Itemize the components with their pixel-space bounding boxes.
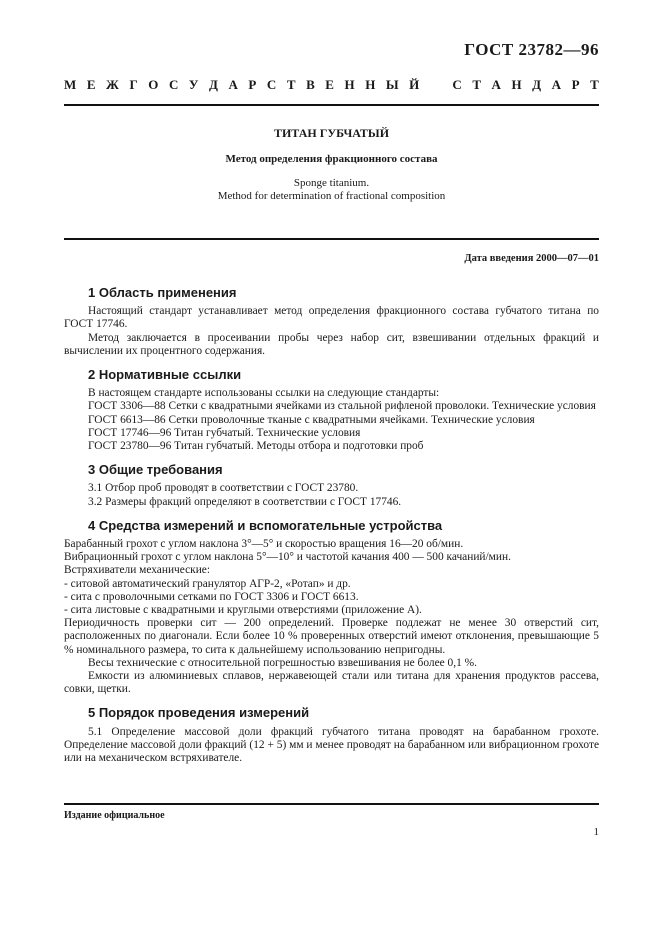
banner-letter: Р [571, 77, 580, 92]
section-measurement-procedure [64, 706, 599, 765]
footer-rule [64, 803, 599, 805]
paragraph: В настоящем стандарте использованы ссылки на следующие стандарты: [88, 387, 440, 400]
section-general-requirements [64, 463, 599, 509]
banner-letter: Е [86, 77, 96, 92]
banner-letter: Т [286, 77, 296, 92]
paragraph: 3.1 Отбор проб проводят в соответствии с ГОСТ 23780. [88, 482, 359, 495]
section-heading: 2 Нормативные ссылки [88, 367, 242, 383]
reference-item: ГОСТ 17746—96 Титан губчатый. Технические условия [88, 426, 361, 439]
reference-item: ГОСТ 6613—86 Сетки проволочные тканые с квадратными ячейками. Технические условия [88, 413, 535, 426]
banner-letter: Р [248, 77, 257, 92]
english-subtitle: Method for determination of fractional composition [217, 190, 446, 202]
paragraph: Вибрационный грохот с углом наклона 5°—10° и частотой качания 400 — 500 качаний/мин. [64, 551, 511, 564]
title-rule [64, 238, 599, 240]
document-subtitle: Метод определения фракционного состава [225, 153, 438, 165]
banner-letter: Т [472, 77, 481, 92]
paragraph: Периодичность проверки сит — 200 определений. Проверке подлежат не менее 30 отверстий сит, расположенных по диагонали. Если более 10 % проверенных отверстий имеют отклонения, превышающие 5 % номинального размера, то сита к дальнейшему использованию непригодны. [64, 617, 599, 656]
banner-letter: Ы [385, 77, 399, 92]
list-item: - ситовой автоматический гранулятор АГР-2, «Ротап» и др. [64, 577, 351, 590]
banner-letter: С [168, 77, 179, 92]
banner-letter: А [228, 77, 238, 92]
banner-letter: Ж [106, 77, 119, 92]
list-item: - сита листовые с квадратными и круглыми отверстиями (приложение А). [64, 604, 422, 617]
banner-letter: Н [365, 77, 376, 92]
banner-letter: Г [129, 77, 138, 92]
list-item: - сита с проволочными сетками по ГОСТ 3306 и ГОСТ 6613. [64, 590, 359, 603]
banner-letter: У [188, 77, 199, 92]
banner-letter: А [491, 77, 501, 92]
section-heading: 4 Средства измерений и вспомогательные устройства [88, 517, 443, 533]
paragraph: Емкости из алюминиевых сплавов, нержавеющей стали или титана для хранения продуктов рассева, совки, щетки. [64, 670, 599, 696]
official-edition-label: Издание официальное [64, 810, 165, 821]
paragraph: Барабанный грохот с углом наклона 3°—5° и скоростью вращения 16—20 об/мин. [64, 538, 464, 551]
paragraph: 3.2 Размеры фракций определяют в соответствии с ГОСТ 17746. [88, 495, 402, 508]
section-scope [64, 286, 599, 358]
banner-letter: Н [511, 77, 522, 92]
top-rule [64, 104, 599, 106]
banner-letter: С [452, 77, 462, 92]
banner-letter: Н [344, 77, 355, 92]
page-number: 1 [593, 826, 599, 838]
banner-letter: Т [590, 77, 599, 92]
section-heading: 3 Общие требования [88, 462, 223, 478]
banner-letter: А [551, 77, 562, 92]
document-title: ТИТАН ГУБЧАТЫЙ [273, 126, 390, 140]
gost-number: ГОСТ 23782—96 [464, 40, 599, 59]
banner-letter: О [148, 77, 159, 92]
section-normative-references [64, 368, 599, 453]
banner-letter: Е [325, 77, 334, 92]
paragraph: Настоящий стандарт устанавливает метод определения фракционного состава губчатого титана по ГОСТ 17746. [64, 305, 599, 331]
section-heading: 1 Область применения [88, 285, 237, 300]
banner-letter: С [266, 77, 277, 92]
interstate-standard-banner [64, 77, 599, 93]
reference-item: ГОСТ 3306—88 Сетки с квадратными ячейками из стальной рифленой проволоки. Технические условия [88, 400, 596, 413]
banner-letter: Й [409, 77, 420, 92]
english-title: Sponge titanium. [293, 177, 370, 189]
banner-letter: Д [208, 77, 218, 92]
banner-letter [430, 77, 442, 93]
banner-letter: М [64, 77, 77, 92]
banner-letter: В [306, 77, 315, 92]
paragraph: 5.1 Определение массовой доли фракций губчатого титана проводят на барабанном грохоте. Определение массовой доли фракций (12 + 5) мм и менее проводят на барабанном или вибрационном грохоте или на механическом встряхивателе. [64, 725, 599, 765]
section-measuring-instruments [64, 519, 599, 697]
section-heading: 5 Порядок проведения измерений [88, 705, 310, 721]
paragraph: Встряхиватели механические: [64, 564, 211, 577]
banner-letter: Д [532, 77, 542, 92]
introduction-date: Дата введения 2000—07—01 [464, 253, 599, 264]
document-body [64, 286, 599, 775]
paragraph: Метод заключается в просеивании пробы через набор сит, взвешивании отдельных фракций и вычислении их процентного содержания. [64, 331, 599, 357]
paragraph: Весы технические с относительной погрешностью взвешивания не более 0,1 %. [88, 656, 477, 669]
reference-item: ГОСТ 23780—96 Титан губчатый. Методы отбора и подготовки проб [88, 440, 424, 453]
